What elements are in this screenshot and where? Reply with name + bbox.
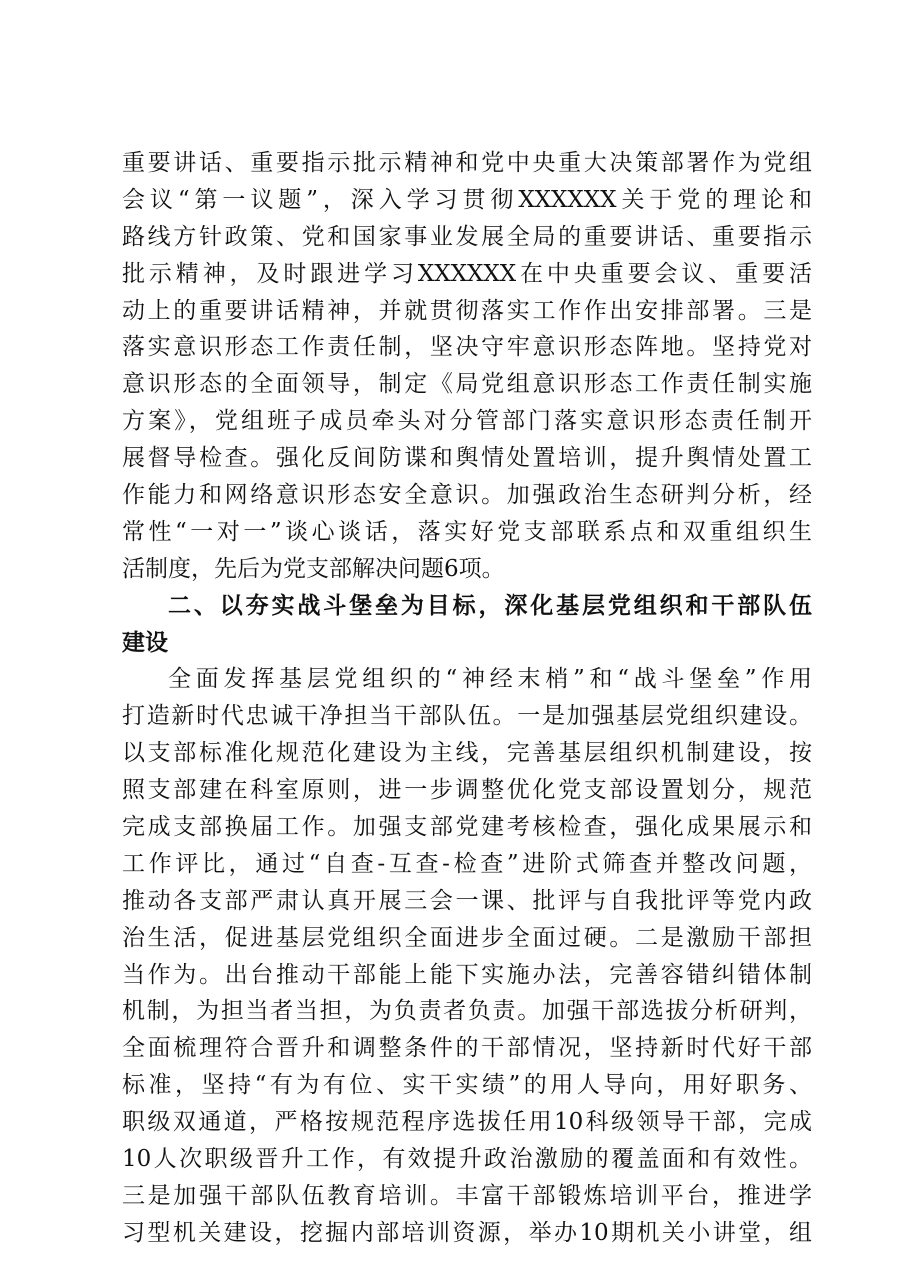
paragraph-party-leadership <box>122 145 812 588</box>
text-line: 作能力和网络意识形态安全意识。加强政治生态研判分析，经 <box>122 482 812 509</box>
text-line: 意识形态的全面领导，制定《局党组意识形态工作责任制实施 <box>122 371 812 398</box>
section-heading <box>122 588 812 662</box>
text-line: 路线方针政策、党和国家事业发展全局的重要讲话、重要指示 <box>122 223 812 250</box>
text-line: 职级双通道，严格按规范程序选拔任用10科级领导干部，完成 <box>122 1109 812 1136</box>
text-line: 治生活，促进基层党组织全面进步全面过硬。二是激励干部担 <box>122 924 812 951</box>
text-line: 落实意识形态工作责任制，坚决守牢意识形态阵地。坚持党对 <box>122 334 812 361</box>
text-line: 10人次职级晋升工作，有效提升政治激励的覆盖面和有效性。 <box>122 1146 812 1173</box>
text-line: 方案》，党组班子成员牵头对分管部门落实意识形态责任制开 <box>122 408 812 435</box>
text-line: 机制，为担当者当担，为负责者负责。加强干部选拔分析研判， <box>122 998 812 1025</box>
text-line: 打造新时代忠诚干净担当干部队伍。一是加强基层党组织建设。 <box>122 703 812 730</box>
heading-line: 建设 <box>122 629 168 656</box>
text-line: 标准，坚持“有为有位、实干实绩”的用人导向，用好职务、 <box>122 1072 812 1099</box>
text-line: 活制度，先后为党支部解决问题6项。 <box>122 555 505 582</box>
heading-line: 二、以夯实战斗堡垒为目标，深化基层党组织和干部队伍 <box>168 592 812 619</box>
text-line: 全面梳理符合晋升和调整条件的干部情况，坚持新时代好干部 <box>122 1035 812 1062</box>
text-line: 全面发挥基层党组织的“神经末梢”和“战斗堡垒”作用 <box>168 666 812 693</box>
text-line: 完成支部换届工作。加强支部党建考核检查，强化成果展示和 <box>122 814 812 841</box>
text-line: 动上的重要讲话精神，并就贯彻落实工作作出安排部署。三是 <box>122 297 812 324</box>
text-line: 照支部建在科室原则，进一步调整优化党支部设置划分，规范 <box>122 777 812 804</box>
text-line: 展督导检查。强化反间防谍和舆情处置培训，提升舆情处置工 <box>122 445 812 472</box>
text-line: 会议“第一议题”，深入学习贯彻XXXXXX关于党的理论和 <box>122 186 812 213</box>
text-line: 以支部标准化规范化建设为主线，完善基层组织机制建设，按 <box>122 740 812 767</box>
text-line: 重要讲话、重要指示批示精神和党中央重大决策部署作为党组 <box>122 150 812 176</box>
document-page <box>122 145 812 1252</box>
text-line: 当作为。出台推动干部能上能下实施办法，完善容错纠错体制 <box>122 961 812 988</box>
text-line: 习型机关建设，挖掘内部培训资源，举办10期机关小讲堂，组 <box>122 1219 812 1246</box>
paragraph-grassroots-organization <box>122 661 812 1251</box>
text-line: 常性“一对一”谈心谈话，落实好党支部联系点和双重组织生 <box>122 518 812 545</box>
text-line: 批示精神，及时跟进学习XXXXXX在中央重要会议、重要活 <box>122 260 812 287</box>
text-line: 三是加强干部队伍教育培训。丰富干部锻炼培训平台，推进学 <box>122 1182 812 1209</box>
text-line: 工作评比，通过“自查-互查-检查”进阶式筛查并整改问题， <box>122 850 812 877</box>
text-line: 推动各支部严肃认真开展三会一课、批评与自我批评等党内政 <box>122 887 812 914</box>
